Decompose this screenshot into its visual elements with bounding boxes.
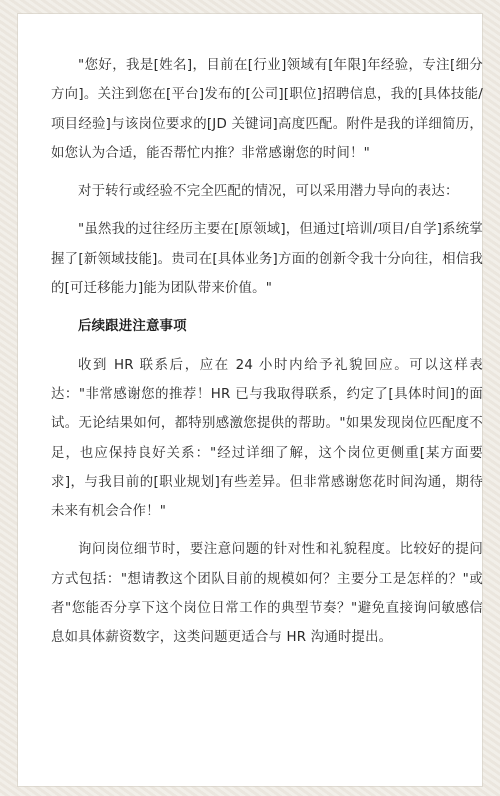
document-page [18,14,482,786]
paragraph-career-change-template: "虽然我的过往经历主要在[原领域]，但通过[培训/项目/自学]系统掌握了[新领域技能]。贵司在[具体业务]方面的创新令我十分向往，相信我的[可迁移能力]能为团队带来价值。" [51,222,483,297]
paragraph-self-intro-template: "您好，我是[姓名]，目前在[行业]领域有[年限]年经验，专注[细分方向]。关注到您在[平台]发布的[公司][职位]招聘信息，我的[具体技能/项目经验]与该岗位要求的[JD 关键词]高度匹配。附件是我的详细简历，如您认为合适，能否帮忙内推？非常感谢您的时间！" [51,58,483,161]
document-body [51,51,483,662]
paragraph-career-change-intro: 对于转行或经验不完全匹配的情况，可以采用潜力导向的表达： [78,184,459,200]
section-heading-follow-up: 后续跟进注意事项 [78,319,187,335]
paragraph-hr-response: 收到 HR 联系后，应在 24 小时内给予礼貌回应。可以这样表达："非常感谢您的推荐！HR 已与我取得联系，约定了[具体时间]的面试。无论结果如何，都特别感激您提供的帮助。"如果发现岗位匹配度不足，也应保持良好关系："经过详细了解，这个岗位更侧重[某方面要求]，与我目前的[职业规划]有些差异。但非常感谢您花时间沟通，期待未来有机会合作！" [51,357,483,520]
paragraph-job-inquiry: 询问岗位细节时，要注意问题的针对性和礼貌程度。比较好的提问方式包括："想请教这个团队目前的规模如何？主要分工是怎样的？"或者"您能否分享下这个岗位日常工作的典型节奏？"避免直接询问敏感信息如具体薪资数字，这类问题更适合与 HR 沟通时提出。 [51,542,483,646]
